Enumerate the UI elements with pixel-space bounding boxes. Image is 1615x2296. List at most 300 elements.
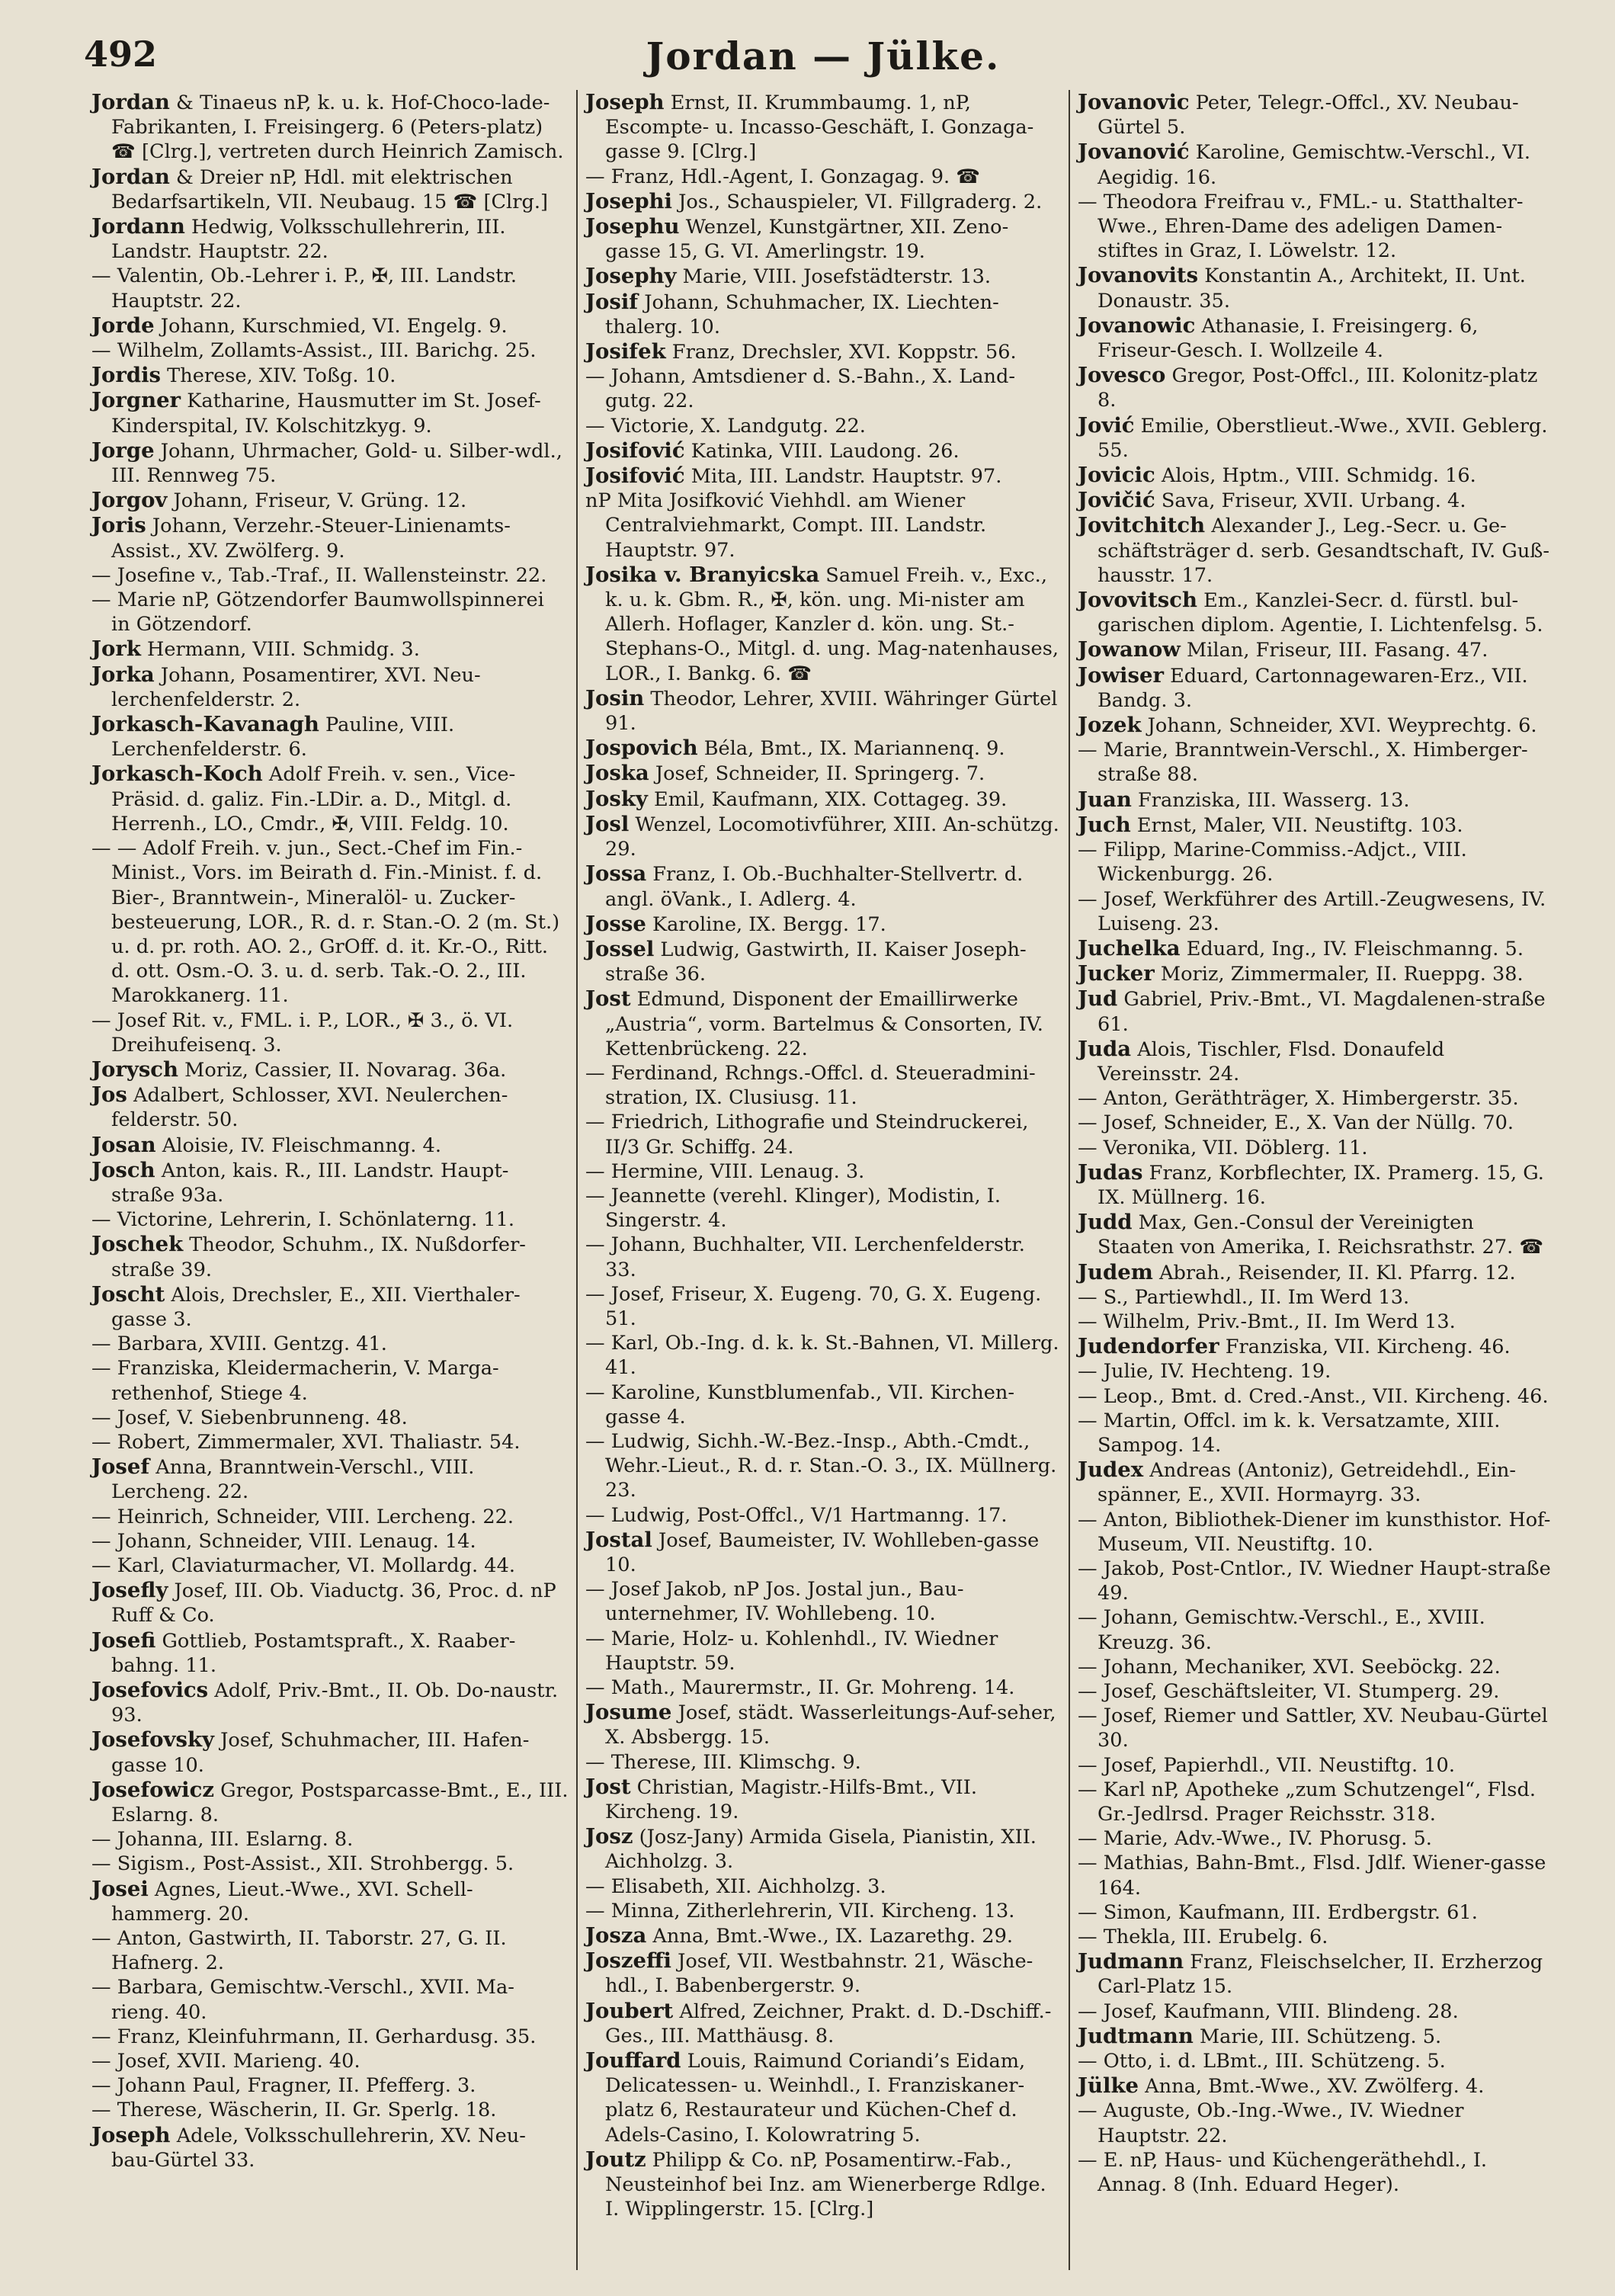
entry-details: — Therese, III. Klimschg. 9. <box>585 1750 861 1774</box>
entry-details: Johann, Schneider, XVI. Weyprechtg. 6. <box>1141 714 1537 738</box>
entry-surname: Josif <box>585 289 639 314</box>
entry-details: Agnes, Lieut.-Wwe., XVI. Schell-hammerg. 20. <box>111 1878 473 1926</box>
entry-details: — Ferdinand, Rchngs.-Offcl. d. Steueradmini-stration, IX. Clusiusg. 11. <box>585 1061 1036 1110</box>
entry-details: — Hermine, VIII. Lenaug. 3. <box>585 1159 865 1183</box>
entry-details: — Josef, Schneider, E., X. Van der Nüllg. 70. <box>1078 1111 1514 1135</box>
entry-details: Jos., Schauspieler, VI. Fillgraderg. 2. <box>672 190 1043 213</box>
entry-details: Theodor, Schuhm., IX. Nußdorfer-straße 39. <box>111 1233 526 1281</box>
entry-details: Wenzel, Kunstgärtner, XII. Zeno-gasse 15, G. VI. Amerlingstr. 19. <box>605 216 1009 264</box>
directory-entry <box>1078 936 1553 961</box>
directory-entry <box>1078 2024 1553 2049</box>
entry-details: — Victorie, X. Landgutg. 22. <box>585 414 866 438</box>
directory-entry <box>91 513 569 563</box>
directory-entry <box>91 2025 569 2049</box>
entry-surname: Joska <box>585 761 649 786</box>
directory-entry <box>1078 1826 1553 1851</box>
entry-details: Moriz, Cassier, II. Novarag. 36a. <box>178 1058 507 1082</box>
entry-surname: Jowiser <box>1078 662 1164 688</box>
directory-entry <box>1078 1285 1553 1310</box>
entry-details: Alois, Drechsler, E., XII. Vierthaler-gasse 3. <box>111 1283 521 1331</box>
entry-details: — Jakob, Post-Cntlor., IV. Wiedner Haupt-straße 49. <box>1078 1557 1551 1605</box>
directory-entry <box>585 1750 1061 1775</box>
directory-entry <box>585 1429 1061 1503</box>
entry-details: Edmund, Disponent der Emaillirwerke „Austria“, vorm. Bartelmus & Consorten, IV. Kettenbrückeng. 22. <box>605 988 1043 1060</box>
entry-details: Adolf, Priv.-Bmt., II. Ob. Do-naustr. 93. <box>111 1679 559 1727</box>
entry-details: Gregor, Post-Offcl., III. Kolonitz-platz 8. <box>1097 364 1538 412</box>
entry-details: — Robert, Zimmermaler, XVI. Thaliastr. 54. <box>91 1430 521 1454</box>
directory-entry <box>585 1331 1061 1380</box>
directory-entry <box>1078 1679 1553 1704</box>
entry-details: — Veronika, VII. Döblerg. 11. <box>1078 1136 1368 1159</box>
entry-details: — S., Partiewhdl., II. Im Werd 13. <box>1078 1285 1410 1309</box>
directory-entry <box>585 1923 1061 1948</box>
entry-details: Josef, städt. Wasserleitungs-Auf-seher, X. Absbergg. 15. <box>605 1701 1056 1749</box>
entry-surname: Jos <box>91 1082 127 1108</box>
entry-surname: Josef <box>91 1454 150 1480</box>
entry-details: — Josef, Papierhdl., VII. Neustiftg. 10. <box>1078 1753 1455 1777</box>
entry-details: — Johann, Schneider, VIII. Lenaug. 14. <box>91 1529 476 1553</box>
entry-details: Franz, Korbflechter, IX. Pramerg. 15, G. IX. Müllnerg. 16. <box>1097 1161 1544 1209</box>
entry-details: Hermann, VIII. Schmidg. 3. <box>140 638 420 662</box>
entry-surname: Judex <box>1078 1457 1144 1483</box>
entry-details: — Jeannette (verehl. Klinger), Modistin, I. Singerstr. 4. <box>585 1184 1001 1233</box>
entry-surname: Josika v. Branyicska <box>585 562 820 587</box>
entry-details: — Johanna, III. Eslarng. 8. <box>91 1828 354 1852</box>
entry-details: — Mathias, Bahn-Bmt., Flsd. Jdlf. Wiener-gasse 164. <box>1078 1852 1546 1900</box>
entry-details: — Elisabeth, XII. Aichholzg. 3. <box>585 1874 886 1898</box>
directory-entry <box>585 1528 1061 1577</box>
entry-surname: Jovanovic <box>1078 90 1190 114</box>
entry-details: — Filipp, Marine-Commiss.-Adjct., VIII. Wickenburgg. 26. <box>1078 839 1467 887</box>
entry-details: Johann, Verzehr.-Steuer-Linienamts-Assist., XV. Zwölferg. 9. <box>111 515 511 563</box>
entry-surname: Jović <box>1078 412 1135 438</box>
entry-surname: Jovesco <box>1078 363 1166 388</box>
directory-entry <box>1078 1655 1553 1679</box>
entry-details: — Marie, Adv.-Wwe., IV. Phorusg. 5. <box>1078 1827 1432 1851</box>
directory-entry <box>585 787 1061 812</box>
entry-details: Emil, Kaufmann, XIX. Cottageg. 39. <box>647 787 1008 811</box>
entry-surname: Josefowicz <box>91 1777 214 1802</box>
entry-surname: Joutz <box>585 2147 646 2172</box>
directory-entry <box>1078 1900 1553 1925</box>
entry-surname: Juchelka <box>1078 935 1181 960</box>
directory-entry <box>585 986 1061 1061</box>
entry-details: — Heinrich, Schneider, VIII. Lercheng. 22. <box>91 1505 514 1528</box>
entry-surname: Judas <box>1078 1159 1143 1185</box>
entry-surname: Josefovsky <box>91 1727 214 1752</box>
entry-details: Johann, Kurschmied, VI. Engelg. 9. <box>154 314 508 338</box>
directory-entry <box>91 1852 569 1876</box>
entry-details: Christian, Magistr.-Hilfs-Bmt., VII. Kircheng. 19. <box>605 1775 977 1824</box>
entry-surname: Jovanovits <box>1078 263 1199 288</box>
directory-entry <box>1078 1557 1553 1605</box>
entry-surname: Joris <box>91 513 146 538</box>
directory-entry <box>91 1926 569 1975</box>
directory-entry <box>91 1406 569 1430</box>
entry-details: — Barbara, Gemischtw.-Verschl., XVII. Ma-rieng. 40. <box>91 1976 514 2024</box>
directory-entry <box>1078 1851 1553 1900</box>
entry-surname: Josume <box>585 1700 672 1725</box>
page-number: 492 <box>84 34 158 75</box>
directory-entry <box>1078 90 1553 139</box>
directory-entry <box>1078 663 1553 713</box>
directory-entry <box>1078 1704 1553 1752</box>
entry-surname: Jorkasch-Kavanagh <box>91 712 319 737</box>
entry-details: — Franziska, Kleidermacherin, V. Marga-rethenhof, Stiege 4. <box>91 1357 499 1405</box>
entry-surname: Jowanow <box>1078 637 1181 662</box>
directory-entry <box>1078 838 1553 887</box>
entry-details: (Josz-Jany) Armida Gisela, Pianistin, XII. Aichholzg. 3. <box>605 1826 1037 1874</box>
directory-entry <box>585 563 1061 686</box>
directory-entry <box>585 1577 1061 1626</box>
entry-details: — Franz, Kleinfuhrmann, II. Gerhardusg. 35. <box>91 2025 537 2048</box>
entry-details: — Johann, Gemischtw.-Verschl., E., XVIII. Kreuzg. 36. <box>1078 1606 1485 1654</box>
entry-surname: Josephu <box>585 214 680 239</box>
entry-surname: Jorgner <box>91 388 181 413</box>
entry-surname: Judd <box>1078 1210 1133 1235</box>
entry-surname: Jucker <box>1078 961 1155 986</box>
entry-details: Wenzel, Locomotivführer, XIII. An-schützg. 29. <box>605 813 1059 861</box>
entry-details: — Josef, Kaufmann, VIII. Blindeng. 28. <box>1078 1999 1459 2023</box>
entry-details: Gottlieb, Postamtspraft., X. Raaber-bahng. 11. <box>111 1629 516 1677</box>
directory-entry <box>91 165 569 214</box>
directory-entry <box>1078 713 1553 738</box>
entry-surname: Juch <box>1078 812 1131 837</box>
entry-surname: Josch <box>91 1157 155 1182</box>
entry-details: — Martin, Offcl. im k. k. Versatzamte, XIII. Sampog. 14. <box>1078 1409 1501 1457</box>
directory-entry <box>91 1778 569 1827</box>
entry-details: Josef, Baumeister, IV. Wohlleben-gasse 10. <box>605 1528 1040 1576</box>
entry-details: Johann, Schuhmacher, IX. Liechten-thalerg. 10. <box>605 290 999 338</box>
directory-entry <box>91 1356 569 1405</box>
entry-details: — Julie, IV. Hechteng. 19. <box>1078 1360 1331 1384</box>
entry-details: Johann, Uhrmacher, Gold- u. Silber-wdl., III. Rennweg 75. <box>111 439 562 488</box>
directory-entry <box>1078 1384 1553 1409</box>
directory-entry <box>91 1082 569 1132</box>
entry-surname: Jost <box>585 986 631 1012</box>
directory-entry <box>1078 263 1553 313</box>
directory-entry <box>1078 1260 1553 1285</box>
directory-entry <box>1078 1210 1553 1259</box>
entry-details: — Theodora Freifrau v., FML.- u. Statthalter-Wwe., Ehren-Dame des adeligen Damen-stiftes in Graz, I. Löwelstr. 12. <box>1078 190 1524 263</box>
entry-surname: Jorgov <box>91 488 168 513</box>
directory-entry <box>1078 1409 1553 1457</box>
directory-entry <box>1078 1457 1553 1507</box>
directory-entry <box>1078 413 1553 463</box>
directory-entry <box>1078 2099 1553 2147</box>
directory-entry <box>585 414 1061 438</box>
directory-entry <box>585 1676 1061 1700</box>
directory-entry <box>91 1827 569 1852</box>
directory-entry <box>585 1824 1061 1874</box>
directory-entry <box>585 214 1061 264</box>
entry-surname: Jordis <box>91 363 161 388</box>
directory-entry <box>585 686 1061 736</box>
entry-details: Franziska, VII. Kircheng. 46. <box>1219 1336 1511 1359</box>
entry-details: Béla, Bmt., IX. Mariannenq. 9. <box>697 737 1005 761</box>
directory-entry <box>91 662 569 712</box>
entry-details: Andreas (Antoniz), Getreidehdl., Ein-spänner, E., XVII. Hormayrg. 33. <box>1097 1459 1517 1507</box>
directory-entry <box>91 1877 569 1926</box>
entry-details: Eduard, Cartonnagewaren-Erz., VII. Bandg. 3. <box>1097 664 1528 712</box>
entry-details: — Anton, Bibliothek-Diener im kunsthistor. Hof-Museum, VII. Neustiftg. 10. <box>1078 1508 1551 1556</box>
entry-surname: Josifović <box>585 463 685 489</box>
directory-entry <box>585 1282 1061 1331</box>
entry-details: — Simon, Kaufmann, III. Erdbergstr. 61. <box>1078 1900 1478 1924</box>
entry-details: Aloisie, IV. Fleischmanng. 4. <box>155 1134 441 1157</box>
directory-entry <box>1078 1037 1553 1086</box>
entry-details: Alois, Hptm., VIII. Schmidg. 16. <box>1155 464 1476 488</box>
directory-entry <box>1078 1605 1553 1654</box>
directory-entry <box>1078 787 1553 813</box>
entry-details: Abrah., Reisender, II. Kl. Pfarrg. 12. <box>1152 1261 1516 1284</box>
directory-entry <box>1078 190 1553 264</box>
entry-surname: Jorge <box>91 438 155 463</box>
entry-details: Franz, I. Ob.-Buchhalter-Stellvertr. d. angl. öVank., I. Adlerg. 4. <box>605 863 1024 911</box>
directory-entry <box>91 2049 569 2073</box>
entry-surname: Josefovics <box>91 1678 209 1702</box>
directory-entry <box>1078 1111 1553 1135</box>
column-1 <box>84 90 576 2270</box>
directory-entry <box>1078 313 1553 363</box>
directory-entry <box>585 2147 1061 2222</box>
directory-entry <box>585 761 1061 786</box>
entry-surname: Jordann <box>91 214 185 239</box>
entry-details: Karoline, Gemischtw.-Verschl., VI. Aegidig. 16. <box>1097 141 1530 189</box>
directory-entry <box>91 2073 569 2098</box>
directory-entry <box>585 937 1061 986</box>
directory-entry <box>585 1775 1061 1824</box>
entry-details: Adele, Volksschullehrerin, XV. Neu-bau-Gürtel 33. <box>111 2124 526 2172</box>
entry-details: Josef, Schuhmacher, III. Hafen-gasse 10. <box>111 1729 530 1777</box>
entry-details: Anna, Bmt.-Wwe., IX. Lazarethg. 29. <box>646 1925 1014 1948</box>
entry-details: — Anton, Geräthträger, X. Himbergerstr. 35. <box>1078 1087 1519 1111</box>
entry-details: Anna, Branntwein-Verschl., VIII. Lercheng. 22. <box>111 1456 475 1504</box>
directory-entry <box>1078 363 1553 412</box>
entry-surname: Jordan <box>91 164 170 189</box>
entry-surname: Judendorfer <box>1078 1334 1219 1359</box>
entry-details: Samuel Freih. v., Exc., k. u. k. Gbm. R., ✠, kön. ung. Mi-nister am Allerh. Hoflager, Kanzler d. kön. ung. St.-Stephans-O., Mitgl. d. ung. Mag-natenhauses, LOR., I. Bankg. 6. ☎ <box>605 563 1059 685</box>
directory-entry <box>91 264 569 313</box>
entry-details: Johann, Friseur, V. Grüng. 12. <box>167 489 467 513</box>
entry-surname: Jorde <box>91 313 155 338</box>
entry-surname: Jozek <box>1078 713 1142 738</box>
directory-entry <box>91 438 569 488</box>
entry-surname: Josz <box>585 1824 633 1849</box>
directory-entry <box>91 637 569 662</box>
entry-details: — Wilhelm, Priv.-Bmt., II. Im Werd 13. <box>1078 1310 1456 1333</box>
entry-details: Em., Kanzlei-Secr. d. fürstl. bul-garischen diplom. Agentie, I. Lichtenfelsg. 5. <box>1097 589 1543 637</box>
entry-details: — Karoline, Kunstblumenfab., VII. Kirchen-gasse 4. <box>585 1380 1015 1429</box>
directory-entry <box>1078 986 1553 1036</box>
entry-details: — Ludwig, Post-Offcl., V/1 Hartmanng. 17. <box>585 1503 1008 1527</box>
directory-entry <box>1078 1949 1553 1999</box>
directory-entry <box>585 165 1061 189</box>
directory-entry <box>585 463 1061 489</box>
directory-entry <box>585 1233 1061 1281</box>
entry-details: — Karl, Ob.-Ing. d. k. k. St.-Bahnen, VI. Millerg. 41. <box>585 1332 1059 1380</box>
entry-surname: Jud <box>1078 986 1118 1012</box>
entry-details: Alexander J., Leg.-Secr. u. Ge-schäftsträger d. serb. Gesandtschaft, IV. Guß-hausstr. 17. <box>1097 515 1550 587</box>
entry-details: Josef, Schneider, II. Springerg. 7. <box>649 762 985 786</box>
entry-surname: Josifović <box>585 438 685 463</box>
directory-entry <box>91 1505 569 1529</box>
entry-details: — Marie nP, Götzendorfer Baumwollspinnerei in Götzendorf. <box>91 588 544 637</box>
entry-details: — Johann, Mechaniker, XVI. Seeböckg. 22. <box>1078 1655 1501 1679</box>
entry-details: Mita, III. Landstr. Hauptstr. 97. <box>684 465 1002 489</box>
entry-details: Louis, Raimund Coriandi’s Eidam, Delicatessen- u. Weinhdl., I. Franziskaner-platz 6, Restaurateur und Küchen-Chef d. Adels-Casino, I. Kolowratring 5. <box>605 2050 1026 2147</box>
entry-details: — Valentin, Ob.-Lehrer i. P., ✠, III. Landstr. Hauptstr. 22. <box>91 265 517 313</box>
directory-entry <box>91 1232 569 1281</box>
directory-entry <box>585 2048 1061 2147</box>
entry-details: — Josefine v., Tab.-Traf., II. Wallensteinstr. 22. <box>91 563 547 587</box>
entry-surname: Jülke <box>1078 2073 1139 2099</box>
entry-surname: Juda <box>1078 1036 1132 1061</box>
entry-surname: Jorka <box>91 662 155 687</box>
entry-details: — Marie, Holz- u. Kohlenhdl., IV. Wiedner Hauptstr. 59. <box>585 1627 998 1675</box>
entry-surname: Judtmann <box>1078 2023 1194 2048</box>
directory-entry <box>1078 488 1553 513</box>
directory-entry <box>1078 1753 1553 1778</box>
entry-details: Ernst, Maler, VII. Neustiftg. 103. <box>1130 813 1463 837</box>
entry-details: — Wilhelm, Zollamts-Assist., III. Barichg. 25. <box>91 339 537 363</box>
entry-surname: Jospovich <box>585 736 698 761</box>
directory-entry <box>585 290 1061 339</box>
directory-entry <box>1078 1925 1553 1949</box>
entry-details: Peter, Telegr.-Offcl., XV. Neubau-Gürtel 5. <box>1097 91 1519 139</box>
directory-entry <box>91 563 569 588</box>
entry-details: Pauline, VIII. Lerchenfelderstr. 6. <box>111 713 455 762</box>
directory-entry <box>91 712 569 762</box>
entry-details: Milan, Friseur, III. Fasang. 47. <box>1180 639 1488 662</box>
entry-surname: Jordan <box>91 90 170 114</box>
directory-entry <box>91 2123 569 2173</box>
entry-details: Josef, VII. Westbahnstr. 21, Wäsche-hdl., I. Babenbergerstr. 9. <box>605 1950 1033 1998</box>
entry-details: — Minna, Zitherlehrerin, VII. Kircheng. 13. <box>585 1899 1015 1922</box>
entry-details: Marie, III. Schützeng. 5. <box>1193 2025 1442 2048</box>
entry-details: Hedwig, Volksschullehrerin, III. Landstr. Hauptstr. 22. <box>111 216 506 264</box>
entry-surname: Jork <box>91 637 141 662</box>
entry-details: — Friedrich, Lithografie und Steindruckerei, II/3 Gr. Schiffg. 24. <box>585 1111 1029 1159</box>
entry-details: Franz, Drechsler, XVI. Koppstr. 56. <box>665 341 1017 364</box>
directory-entry <box>1078 463 1553 488</box>
entry-details: Alois, Tischler, Flsd. Donaufeld Vereinsstr. 24. <box>1097 1037 1445 1085</box>
directory-entry <box>1078 961 1553 986</box>
directory-entry <box>91 1578 569 1627</box>
directory-entry <box>1078 1999 1553 2024</box>
directory-entry <box>1078 1160 1553 1210</box>
directory-entry <box>585 1999 1061 2048</box>
directory-entry <box>585 1159 1061 1184</box>
entry-surname: Jovitchitch <box>1078 513 1206 538</box>
directory-entry <box>91 1554 569 1578</box>
entry-details: — Josef, Riemer und Sattler, XV. Neubau-Gürtel 30. <box>1078 1704 1548 1752</box>
entry-surname: Jossel <box>585 936 655 961</box>
entry-details: Konstantin A., Architekt, II. Unt. Donaustr. 35. <box>1097 265 1526 313</box>
entry-surname: Josse <box>585 911 646 936</box>
column-3 <box>1069 90 1561 2270</box>
directory-entry <box>1078 1310 1553 1334</box>
directory-entry <box>1078 1086 1553 1111</box>
directory-entry <box>1078 139 1553 189</box>
entry-details: Philipp & Co. nP, Posamentirw.-Fab., Neusteinhof bei Inz. am Wienerberge Rdlge. I. Wipplingerstr. 15. [Clrg.] <box>605 2148 1046 2221</box>
entry-surname: Josefi <box>91 1627 156 1653</box>
entry-surname: Jovicic <box>1078 463 1155 488</box>
entry-details: Katharine, Hausmutter im St. Josef-Kinderspital, IV. Kolschitzkyg. 9. <box>111 390 541 438</box>
entry-details: Karoline, IX. Bergg. 17. <box>646 912 886 936</box>
entry-surname: Joscht <box>91 1281 165 1307</box>
entry-details: Ludwig, Gastwirth, II. Kaiser Joseph-straße 36. <box>605 938 1027 986</box>
entry-details: Anton, kais. R., III. Landstr. Haupt-straße 93a. <box>111 1159 509 1207</box>
entry-surname: Jostal <box>585 1527 652 1552</box>
entry-surname: Jorysch <box>91 1057 179 1082</box>
directory-entry <box>91 363 569 388</box>
directory-entry <box>1078 1508 1553 1557</box>
entry-details: — Thekla, III. Erubelg. 6. <box>1078 1926 1328 1949</box>
directory-entry <box>585 90 1061 165</box>
directory-entry <box>1078 1778 1553 1826</box>
page-title: Jordan — Jülke. <box>646 34 1001 79</box>
directory-entry <box>91 1529 569 1554</box>
entry-surname: Josan <box>91 1132 156 1157</box>
directory-entry <box>585 1627 1061 1676</box>
directory-entry <box>91 1009 569 1057</box>
entry-details: Franziska, III. Wasserg. 13. <box>1131 788 1410 812</box>
directory-entry <box>91 1628 569 1678</box>
entry-details: — Josef, Geschäftsleiter, VI. Stumperg. 29. <box>1078 1680 1500 1703</box>
entry-details: — Josef, Werkführer des Artill.-Zeugwesens, IV. Luiseng. 23. <box>1078 887 1546 935</box>
entry-details: Adolf Freih. v. sen., Vice-Präsid. d. galiz. Fin.-LDir. a. D., Mitgl. d. Herrenh., LO., Cmdr., ✠, VIII. Feldg. 10. <box>111 763 516 835</box>
directory-entry <box>91 488 569 513</box>
entry-surname: Joszeffi <box>585 1948 671 1974</box>
entry-surname: Josephy <box>585 264 677 289</box>
directory-entry <box>585 438 1061 463</box>
directory-entry <box>585 1503 1061 1528</box>
directory-entry <box>585 364 1061 413</box>
entry-surname: Josza <box>585 1923 647 1948</box>
entry-details: — Math., Maurermstr., II. Gr. Mohreng. 14. <box>585 1676 1015 1699</box>
directory-entry <box>585 189 1061 214</box>
entry-details: Johann, Posamentirer, XVI. Neu-lerchenfelderstr. 2. <box>111 663 481 711</box>
directory-entry <box>585 1380 1061 1429</box>
entry-details: — Johann, Amtsdiener d. S.-Bahn., X. Land-gutg. 22. <box>585 365 1016 413</box>
entry-details: — Otto, i. d. LBmt., III. Schützeng. 5. <box>1078 2050 1446 2073</box>
entry-details: Eduard, Ing., IV. Fleischmanng. 5. <box>1180 937 1524 960</box>
directory-entry <box>1078 1334 1553 1359</box>
entry-details: — Josef Jakob, nP Jos. Jostal jun., Bau-unternehmer, IV. Wohllebeng. 10. <box>585 1578 964 1626</box>
entry-details: — Ludwig, Sichh.-W.-Bez.-Insp., Abth.-Cmdt., Wehr.-Lieut., R. d. r. Stan.-O. 3., IX. Müllnerg. 23. <box>585 1429 1057 1502</box>
entry-surname: Juan <box>1078 787 1132 812</box>
entry-surname: Josl <box>585 811 630 836</box>
directory-entry <box>585 1110 1061 1159</box>
entry-details: — Leop., Bmt. d. Cred.-Anst., VII. Kircheng. 46. <box>1078 1384 1549 1408</box>
directory-entry <box>585 861 1061 911</box>
directory-entry <box>91 313 569 338</box>
directory-entry <box>585 1700 1061 1749</box>
directory-entry <box>91 588 569 637</box>
entry-details: Moriz, Zimmermaler, II. Rueppg. 38. <box>1154 963 1524 986</box>
directory-entry <box>1078 1136 1553 1160</box>
directory-entry <box>91 338 569 363</box>
page-header <box>84 34 1562 87</box>
entry-details: — Franz, Hdl.-Agent, I. Gonzagag. 9. ☎ <box>585 165 981 188</box>
directory-entry <box>91 1430 569 1454</box>
directory-entry <box>91 90 569 165</box>
entry-details: Katinka, VIII. Laudong. 26. <box>684 439 960 463</box>
entry-details: — Barbara, XVIII. Gentzg. 41. <box>91 1332 387 1356</box>
directory-entry <box>91 1133 569 1158</box>
entry-surname: Josephi <box>585 188 673 213</box>
